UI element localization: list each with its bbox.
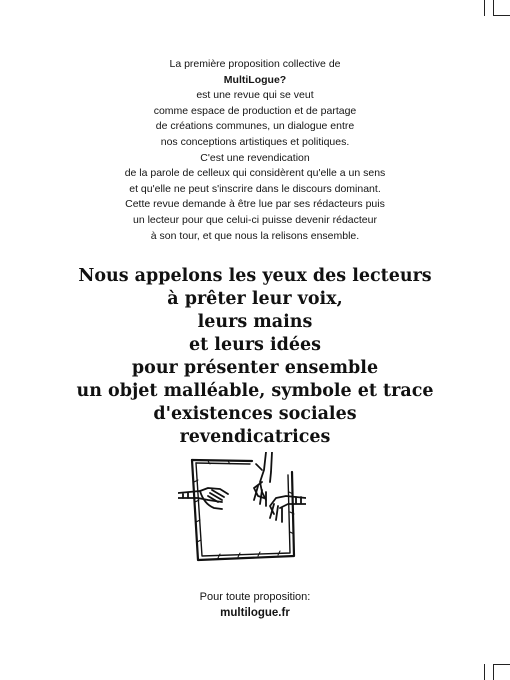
intro-line: Cette revue demande à être lue par ses rédacteurs puis bbox=[125, 198, 385, 211]
website-link[interactable]: multilogue.fr bbox=[220, 607, 290, 619]
intro-line: C'est une revendication bbox=[200, 151, 310, 164]
footer bbox=[55, 589, 455, 621]
crop-mark-top-right-vertical-2 bbox=[493, 0, 494, 16]
footer-prompt: Pour toute proposition: bbox=[199, 591, 311, 603]
appeal-line: un objet malléable, symbole et trace bbox=[76, 381, 434, 401]
intro-line: de créations communes, un dialogue entre bbox=[155, 120, 355, 133]
hands-holding-frame-icon bbox=[178, 452, 306, 570]
appeal-heading bbox=[20, 265, 490, 449]
crop-mark-bottom-right-horizontal bbox=[494, 664, 510, 665]
crop-mark-bottom-right-vertical-2 bbox=[493, 664, 494, 680]
intro-line: de la parole de celleux qui considèrent qu'elle a un sens bbox=[124, 167, 386, 180]
appeal-line: Nous appelons les yeux des lecteurs bbox=[78, 266, 432, 286]
intro-line: à son tour, et que nous la relisons ensemble. bbox=[150, 229, 360, 242]
intro-line: La première proposition collective de bbox=[169, 58, 341, 70]
intro-line: comme espace de production et de partage bbox=[153, 104, 357, 117]
intro-paragraph bbox=[40, 57, 470, 244]
appeal-line: à prêter leur voix, bbox=[167, 289, 343, 309]
appeal-line: pour présenter ensemble bbox=[131, 358, 379, 378]
appeal-line: revendicatrices bbox=[179, 427, 331, 447]
intro-line: et qu'elle ne peut s'inscrire dans le discours dominant. bbox=[129, 182, 381, 195]
appeal-line: d'existences sociales bbox=[153, 404, 357, 424]
intro-line: est une revue qui se veut bbox=[196, 89, 314, 102]
intro-line: nos conceptions artistiques et politiques. bbox=[160, 135, 350, 148]
appeal-line: et leurs idées bbox=[189, 335, 321, 355]
intro-brand-line: MultiLogue? bbox=[223, 73, 287, 86]
appeal-line: leurs mains bbox=[197, 312, 313, 332]
crop-mark-top-right-horizontal bbox=[494, 15, 510, 16]
crop-mark-bottom-right-vertical bbox=[484, 664, 485, 680]
crop-mark-top-right-vertical bbox=[484, 0, 485, 16]
intro-line: un lecteur pour que celui-ci puisse devenir rédacteur bbox=[133, 213, 377, 226]
